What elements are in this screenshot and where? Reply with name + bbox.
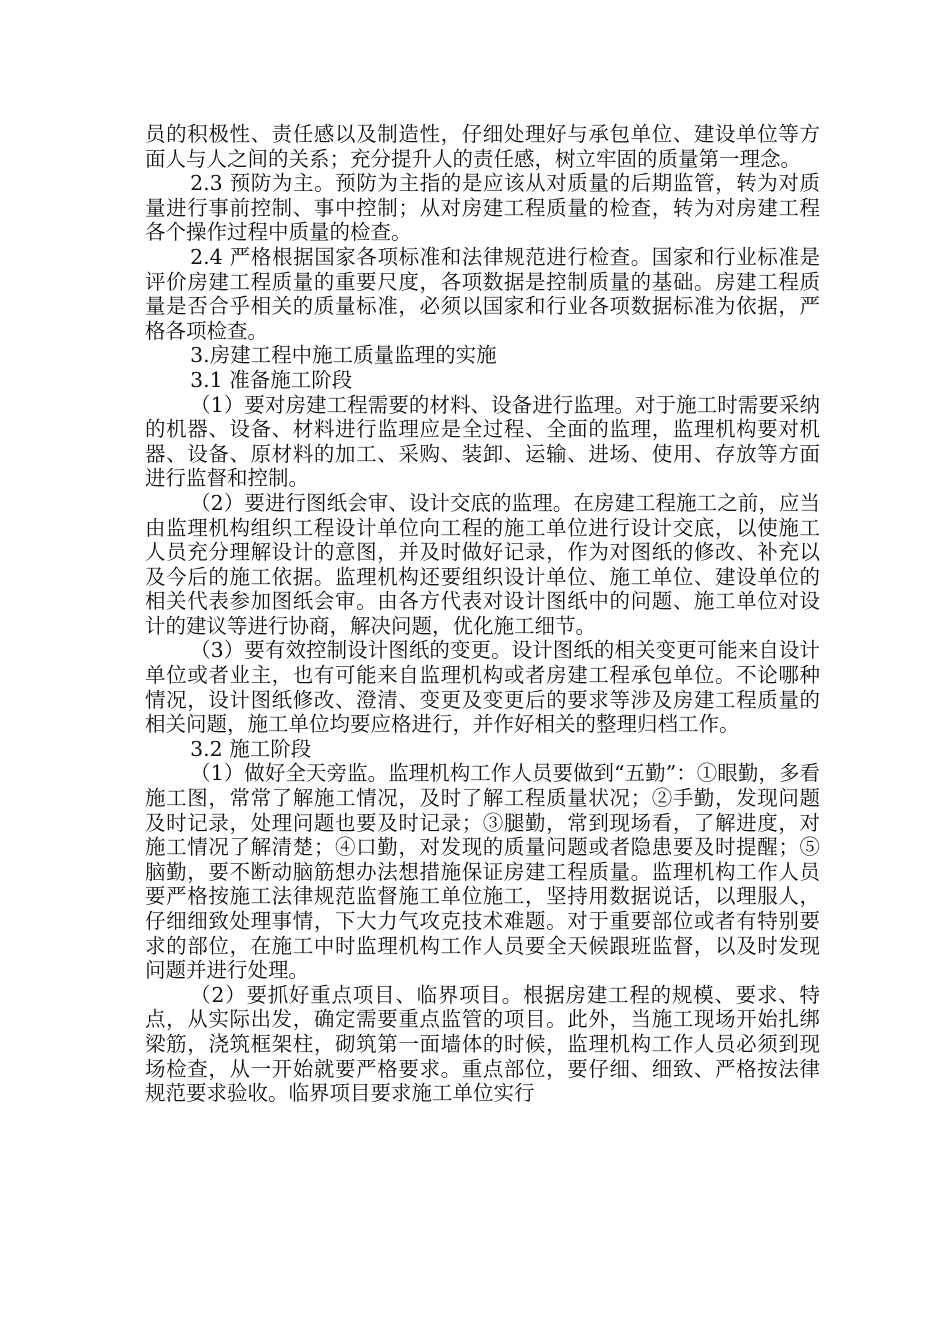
paragraph-3-1-item-2: （2）要进行图纸会审、设计交底的监理。在房建工程施工之前，应当由监理机构组织工程设计单位向工程的施工单位进行设计交底，以使施工人员充分理解设计的意图，并及时做好记录，作为对图纸的修改、补充以及今后的施工依据。监理机构还要组织设计单位、施工单位、建设单位的相关代表参加图纸会审。由各方代表对设计图纸中的问题、施工单位对设计的建议等进行协商，解决问题，优化施工细节。 [145,490,820,638]
paragraph-2-4: 2.4 严格根据国家各项标准和法律规范进行检查。国家和行业标准是评价房建工程质量的重要尺度，各项数据是控制质量的基础。房建工程质量是否合乎相关的质量标准，必须以国家和行业各项数据标准为依据，严格各项检查。 [145,244,820,343]
paragraph-continuation: 员的积极性、责任感以及制造性，仔细处理好与承包单位、建设单位等方面人与人之间的关系；充分提升人的责任感，树立牢固的质量第一理念。 [145,122,820,171]
paragraph-2-3: 2.3 预防为主。预防为主指的是应该从对质量的后期监管，转为对质量进行事前控制、事中控制；从对房建工程质量的检查，转为对房建工程各个操作过程中质量的检查。 [145,171,820,245]
paragraph-3-1-item-3: （3）要有效控制设计图纸的变更。设计图纸的相关变更可能来自设计单位或者业主，也有可能来自监理机构或者房建工程承包单位。不论哪种情况，设计图纸修改、澄清、变更及变更后的要求等涉及房建工程质量的相关问题，施工单位均要应格进行，并作好相关的整理归档工作。 [145,638,820,737]
subsection-heading-3-2: 3.2 施工阶段 [190,736,312,761]
paragraph-3-2-item-1: （1）做好全天旁监。监理机构工作人员要做到“五勤”：①眼勤，多看施工图，常常了解施工情况，及时了解工程质量状况；②手勤，发现问题及时记录，处理问题也要及时记录；③腿勤，常到现场看，了解进度，对施工情况了解清楚；④口勤，对发现的质量问题或者隐患要及时提醒；⑤脑勤，要不断动脑筋想办法想措施保证房建工程质量。监理机构工作人员要严格按施工法律规范监督施工单位施工，坚持用数据说话，以理服人，仔细细致处理事情，下大力气攻克技术难题。对于重要部位或者有特别要求的部位，在施工中时监理机构工作人员要全天候跟班监督，以及时发现问题并进行处理。 [145,761,820,983]
paragraph-3-2-item-2: （2）要抓好重点项目、临界项目。根据房建工程的规模、要求、特点，从实际出发，确定需要重点监管的项目。此外，当施工现场开始扎绑梁筋，浇筑框架柱，砌筑第一面墙体的时候，监理机构工作人员必须到现场检查，从一开始就要严格要求。重点部位，要仔细、细致、严格按法律规范要求验收。临界项目要求施工单位实行 [145,982,820,1106]
section-heading-3: 3.房建工程中施工质量监理的实施 [190,343,497,368]
subsection-heading-3-1: 3.1 准备施工阶段 [190,367,353,392]
document-page [145,122,820,1106]
paragraph-3-1-item-1: （1）要对房建工程需要的材料、设备进行监理。对于施工时需要采纳的机器、设备、材料进行监理应是全过程、全面的监理，监理机构要对机器、设备、原材料的加工、采购、装卸、运输、进场、使用、存放等方面进行监督和控制。 [145,392,820,491]
